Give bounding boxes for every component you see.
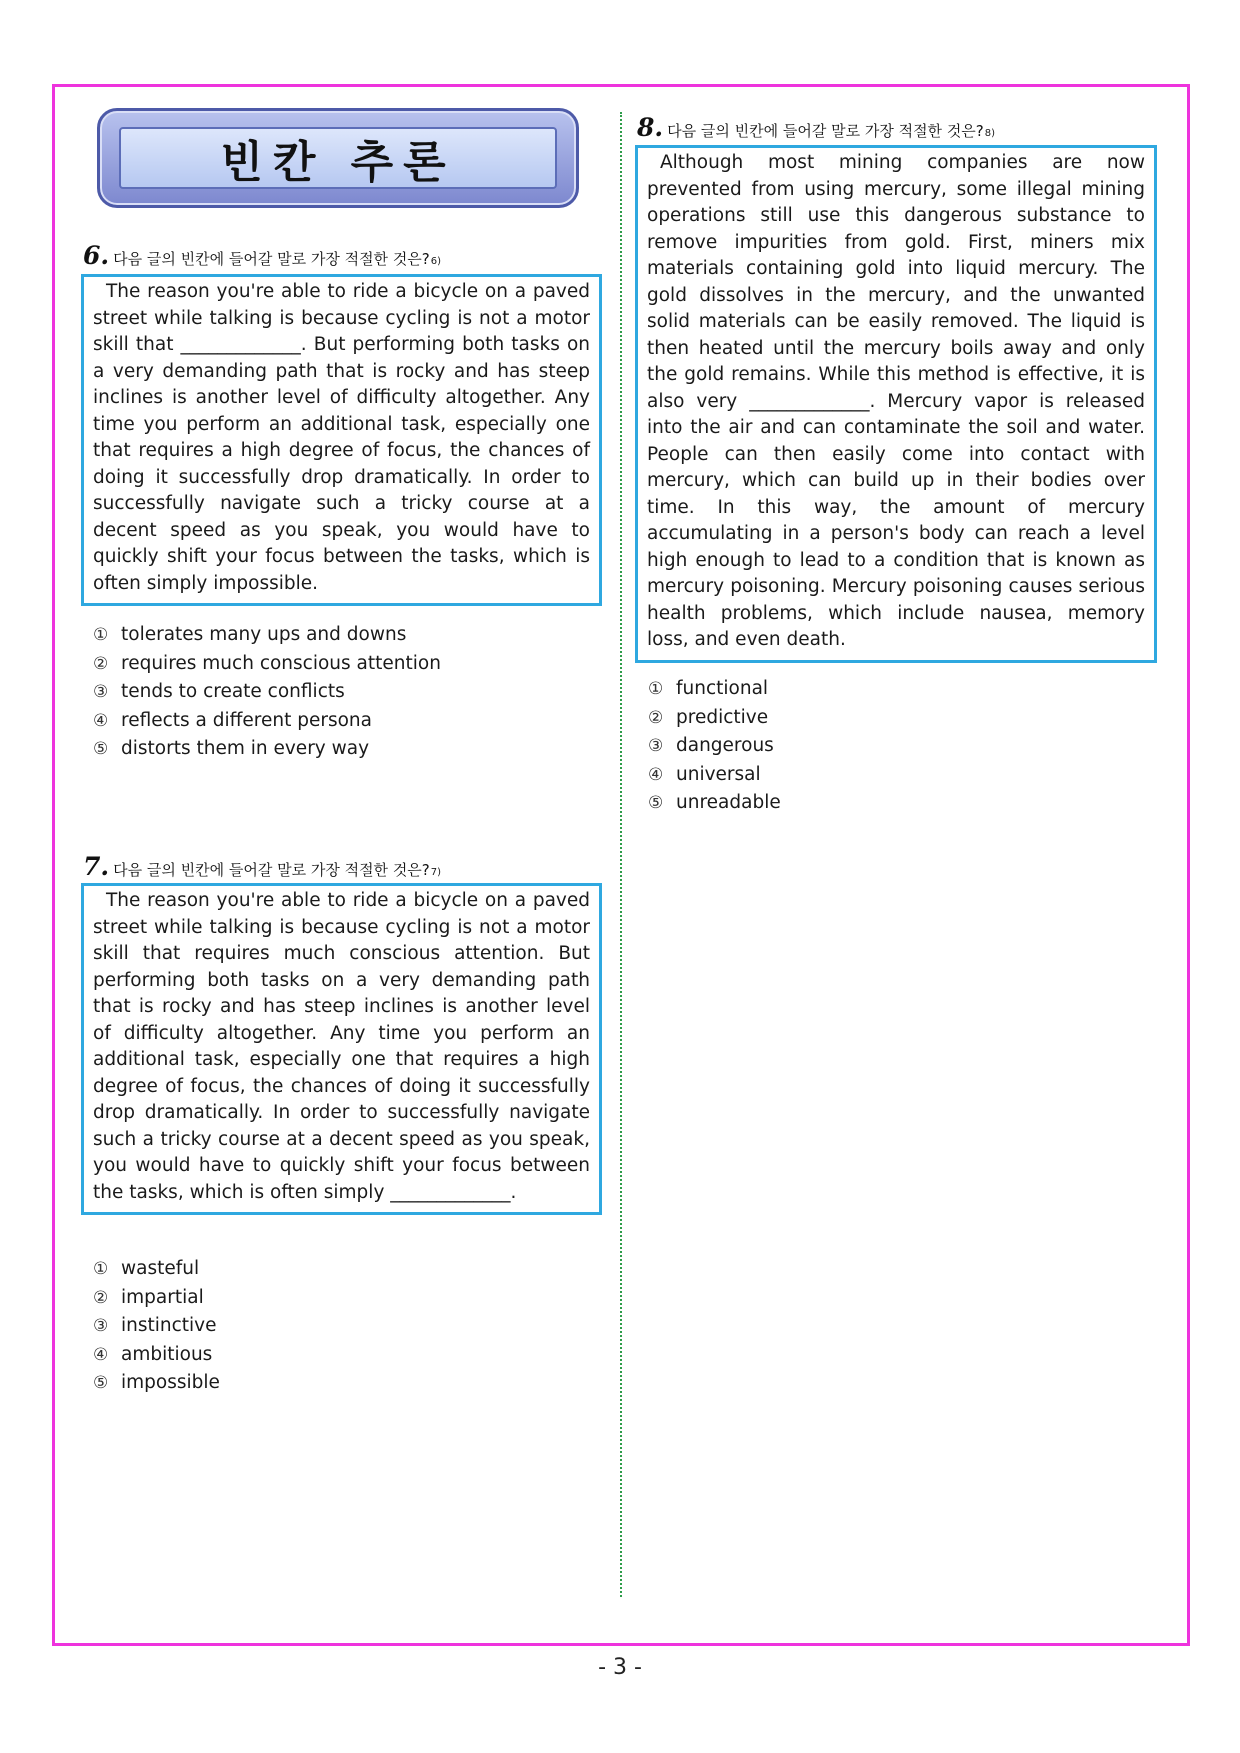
option-item[interactable]	[93, 621, 441, 650]
option-text: unreadable	[676, 792, 781, 813]
title-banner	[97, 108, 579, 208]
option-text: tolerates many ups and downs	[121, 624, 407, 645]
option-number: ③	[648, 736, 664, 756]
option-item[interactable]	[93, 1341, 220, 1370]
option-text: ambitious	[121, 1343, 213, 1365]
question-6-passage: The reason you're able to ride a bicycle on a paved street while talking is because cycling is not a motor skill that _____________. But performing both tasks on a very demanding path that is rocky and has steep inclines is another level of difficulty altogether. Any time you perform an additional task, especially one that requires a high degree of focus, the chances of doing it successfully drop dramatically. In order to successfully navigate such a tricky course at a decent speed as you speak, you would have to quickly shift your focus between the tasks, which is often simply impossible.	[81, 274, 602, 606]
option-item[interactable]	[93, 1369, 220, 1398]
question-number: 7.	[83, 852, 110, 881]
question-8-heading	[637, 113, 995, 142]
option-text: dangerous	[676, 735, 774, 756]
column-divider	[620, 112, 622, 1597]
option-text: functional	[676, 678, 769, 699]
footnote-ref: 8)	[984, 128, 996, 139]
option-item[interactable]	[93, 1255, 220, 1284]
question-prompt: 다음 글의 빈칸에 들어갈 말로 가장 적절한 것은?	[667, 122, 984, 140]
question-number: 8.	[637, 113, 664, 142]
question-7-passage: The reason you're able to ride a bicycle on a paved street while talking is because cycling is not a motor skill that requires much conscious attention. But performing both tasks on a very demanding path that is rocky and has steep inclines is another level of difficulty altogether. Any time you perform an additional task, especially one that requires a high degree of focus, the chances of doing it successfully drop dramatically. In order to successfully navigate such a tricky course at a decent speed as you speak, you would have to quickly shift your focus between the tasks, which is often simply _____________.	[81, 883, 602, 1215]
option-text: instinctive	[121, 1315, 217, 1336]
option-number: ⑤	[648, 793, 664, 813]
option-item[interactable]	[93, 650, 441, 679]
option-text: tends to create conflicts	[121, 681, 345, 702]
footnote-ref: 7)	[430, 867, 442, 878]
option-text: impartial	[121, 1286, 204, 1308]
option-number: ①	[93, 625, 109, 645]
option-item[interactable]	[93, 1312, 220, 1341]
option-text: wasteful	[121, 1258, 200, 1279]
option-item[interactable]	[93, 707, 441, 736]
page-title: 빈칸 추론	[220, 137, 456, 188]
question-8-passage: Although most mining companies are now prevented from using mercury, some illegal mining operations still use this dangerous substance to remove impurities from gold. First, miners mix materials containing gold into liquid mercury. The gold dissolves in the mercury, and the unwanted solid materials can be easily removed. The liquid is then heated until the mercury boils away and only the gold remains. While this method is effective, it is also very _____________. Mercury vapor is released into the air and can contaminate the soil and water. People can then easily come into contact with mercury, which can build up in their bodies over time. In this way, the amount of mercury accumulating in a person's body can reach a level high enough to lead to a condition that is known as mercury poisoning. Mercury poisoning causes serious health problems, which include nausea, memory loss, and even death.	[635, 145, 1157, 663]
option-text: predictive	[676, 706, 769, 728]
option-number: ③	[93, 1316, 109, 1336]
option-item[interactable]	[93, 735, 441, 764]
question-6-heading	[83, 241, 441, 270]
option-text: distorts them in every way	[121, 738, 370, 759]
option-number: ①	[93, 1259, 109, 1279]
option-item[interactable]	[648, 761, 781, 790]
option-item[interactable]	[648, 789, 781, 818]
question-6-options	[93, 621, 441, 764]
option-number: ④	[93, 710, 109, 731]
option-item[interactable]	[648, 675, 781, 704]
option-item[interactable]	[648, 732, 781, 761]
title-banner-inner	[119, 127, 557, 189]
option-number: ④	[648, 764, 664, 785]
option-text: reflects a different persona	[121, 709, 372, 731]
option-number: ①	[648, 679, 664, 699]
question-number: 6.	[83, 241, 110, 270]
option-item[interactable]	[648, 704, 781, 733]
footnote-ref: 6)	[430, 256, 442, 267]
option-number: ⑤	[93, 1373, 109, 1393]
question-7-options	[93, 1255, 220, 1398]
option-text: requires much conscious attention	[121, 652, 441, 674]
option-item[interactable]	[93, 1284, 220, 1313]
option-text: impossible	[121, 1372, 220, 1393]
question-prompt: 다음 글의 빈칸에 들어갈 말로 가장 적절한 것은?	[113, 250, 430, 268]
option-number: ⑤	[93, 739, 109, 759]
question-prompt: 다음 글의 빈칸에 들어갈 말로 가장 적절한 것은?	[113, 861, 430, 879]
option-number: ②	[93, 1287, 109, 1308]
page-number: - 3 -	[598, 1655, 642, 1680]
option-number: ④	[93, 1344, 109, 1365]
option-number: ③	[93, 682, 109, 702]
option-number: ②	[93, 653, 109, 674]
option-text: universal	[676, 763, 761, 785]
option-item[interactable]	[93, 678, 441, 707]
question-8-options	[648, 675, 781, 818]
option-number: ②	[648, 707, 664, 728]
question-7-heading	[83, 852, 441, 881]
